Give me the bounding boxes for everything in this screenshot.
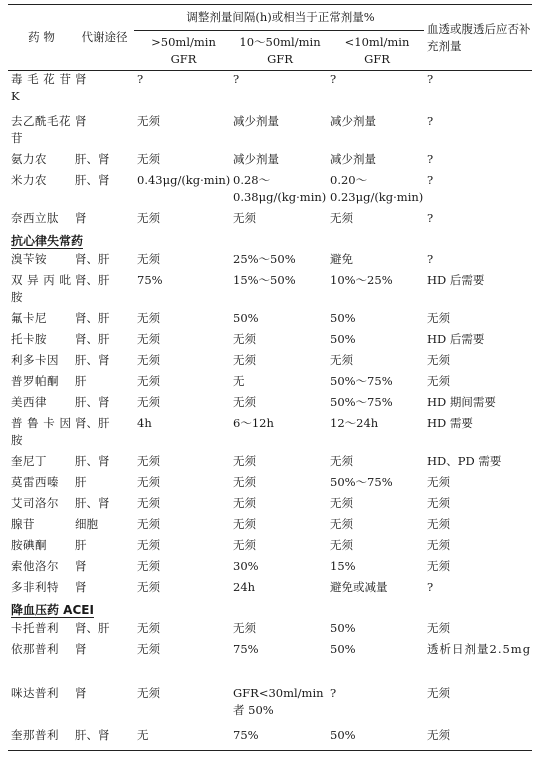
gfr-high-cell: 无须 [137,113,160,128]
route-cell: 肝、肾 [72,727,134,751]
dialysis-cell: ? [427,172,434,187]
table-row [8,310,532,331]
dialysis-cell: ? [427,579,434,594]
dialysis-cell: 无须 [427,310,451,325]
dialysis-cell: 无须 [427,373,451,388]
table-row [8,537,532,558]
header-adjust: 调整剂量间隔(h)或相当于正常剂量% [134,5,424,31]
route-cell: 肾、肝 [75,620,110,635]
gfr-mid-cell: 0.28～0.38μg/(kg·min) [233,172,327,204]
route-cell: 细胞 [75,516,98,531]
renal-dosing-table [8,4,532,751]
table-row [8,495,532,516]
gfr-high-cell: 无须 [137,331,160,346]
gfr-high-cell: 无须 [137,352,160,367]
dialysis-cell: ? [427,251,434,266]
gfr-high-cell: 无须 [137,251,160,266]
gfr-mid-cell: 30% [233,558,259,573]
gfr-mid-cell: 减少剂量 [233,113,279,128]
gfr-low-cell: 50% [330,331,356,346]
table-row [8,151,532,172]
table-row [8,373,532,394]
dialysis-cell: 无须 [427,495,451,510]
header-drug: 药 物 [8,5,72,71]
gfr-high-cell: 75% [137,272,163,287]
route-cell: 肝、肾 [75,453,110,468]
section-title-acei: 降血压药 ACEI [11,602,94,617]
drug-name: 去乙酰毛花苷 [11,113,71,145]
gfr-low-cell: 50% [327,727,424,751]
drug-name: 米力农 [11,172,47,187]
dialysis-cell: HD、PD 需要 [427,453,502,468]
dialysis-cell: 透析日剂量2.5mg [427,641,532,656]
gfr-high-cell: 无须 [137,495,160,510]
dialysis-cell: 无须 [427,474,451,489]
table-row [8,558,532,579]
gfr-low-cell: 10%～25% [330,272,393,287]
route-cell: 肝、肾 [75,495,110,510]
drug-name: 咪达普利 [11,685,59,700]
drug-name: 多非利特 [11,579,59,594]
section-row [8,231,532,251]
table-row [8,272,532,310]
route-cell: 肾、肝 [75,310,110,325]
header-gfr-high: >50ml/min GFR [134,31,230,71]
route-cell: 肝、肾 [75,352,110,367]
dialysis-cell: ? [427,151,434,166]
gfr-low-cell: 12～24h [330,415,379,430]
drug-name: 卡托普利 [11,620,59,635]
gfr-high-cell: 无须 [137,151,160,166]
header-route: 代谢途径 [72,5,134,71]
gfr-low-cell: 50% [330,641,356,656]
route-cell: 肝 [75,537,87,552]
gfr-low-cell: 50%～75% [330,373,393,388]
route-cell: 肾 [75,210,87,225]
gfr-low-cell: 50%～75% [330,394,393,409]
gfr-high-cell: 无须 [137,685,160,700]
gfr-low-cell: 无须 [330,210,353,225]
drug-name: 托卡胺 [11,331,47,346]
gfr-mid-cell: 无须 [233,352,256,367]
gfr-low-cell: ? [330,685,337,700]
drug-name: 奎那普利 [8,727,72,751]
gfr-low-cell: 减少剂量 [330,151,376,166]
drug-name: 氟卡尼 [11,310,47,325]
table-row [8,579,532,600]
dialysis-cell: HD 需要 [427,415,473,430]
gfr-high-cell: 4h [137,415,152,430]
gfr-mid-cell: 无须 [233,394,256,409]
gfr-mid-cell: 无须 [233,537,256,552]
table-row [8,113,532,151]
gfr-high-cell: 无 [134,727,230,751]
route-cell: 肾 [75,113,87,128]
header-dialysis: 血透或腹透后应否补充剂量 [424,5,532,71]
dialysis-cell: ? [427,210,434,225]
gfr-low-cell: 无须 [330,352,353,367]
gfr-high-cell: 无须 [137,558,160,573]
gfr-high-cell: ? [137,72,144,86]
gfr-high-cell: 无须 [137,537,160,552]
drug-name: 氨力农 [11,151,47,166]
gfr-mid-cell: 无须 [233,210,256,225]
drug-name: 美西律 [11,394,47,409]
table-row [8,331,532,352]
route-cell: 肝 [75,474,87,489]
gfr-high-cell: 无须 [137,310,160,325]
drug-name: 胺碘酮 [11,537,47,552]
gfr-high-cell: 无须 [137,210,160,225]
drug-name: 溴苄铵 [11,251,47,266]
dialysis-cell: HD 后需要 [427,272,485,287]
table-row [8,453,532,474]
gfr-low-cell: 无须 [330,537,353,552]
dialysis-cell: ? [427,113,434,128]
gfr-mid-cell: GFR<30ml/min 者 50% [233,685,324,717]
gfr-low-cell: 无须 [330,453,353,468]
gfr-low-cell: 无须 [330,516,353,531]
drug-name: 莫雷西嗪 [11,474,59,489]
gfr-low-cell: 0.20～0.23μg/(kg·min) [330,172,424,204]
table-row [8,474,532,495]
gfr-mid-cell: 50% [233,310,259,325]
gfr-high-cell: 无须 [137,620,160,635]
drug-name: 奈西立肽 [11,210,59,225]
gfr-low-cell: 50% [330,620,356,635]
header-gfr-mid: 10～50ml/min GFR [230,31,327,71]
gfr-mid-cell: 24h [233,579,256,594]
route-cell: 肝、肾 [75,394,110,409]
section-title-antiarrhythmic: 抗心律失常药 [11,233,84,248]
gfr-mid-cell: 无须 [233,516,256,531]
gfr-low-cell: 无须 [330,495,353,510]
gfr-high-cell: 无须 [137,641,160,656]
route-cell: 肾、肝 [75,272,110,287]
dialysis-cell: 无须 [427,620,451,635]
gfr-mid-cell: 75% [230,727,327,751]
route-cell: 肾、肝 [75,415,110,430]
drug-name: 索他洛尔 [11,558,59,573]
gfr-mid-cell: 无须 [233,331,256,346]
route-cell: 肝、肾 [75,172,110,187]
dialysis-cell: 无须 [427,537,451,552]
gfr-low-cell: 减少剂量 [330,113,376,128]
gfr-low-cell: 15% [330,558,356,573]
dialysis-cell: ? [427,72,434,86]
gfr-mid-cell: ? [233,72,240,86]
dialysis-cell: 无须 [427,516,451,531]
table-row [8,394,532,415]
route-cell: 肾 [75,685,87,700]
gfr-high-cell: 0.43μg/(kg·min) [137,172,231,187]
dialysis-cell: HD 期间需要 [427,394,496,409]
drug-name: 利多卡因 [11,352,59,367]
route-cell: 肾、肝 [75,331,110,346]
table-row [8,352,532,373]
gfr-mid-cell: 无须 [233,453,256,468]
gfr-low-cell: 避免 [330,251,353,266]
table-row [8,71,532,113]
route-cell: 肾 [75,579,87,594]
section-row [8,600,532,620]
route-cell: 肾 [75,558,87,573]
drug-name: 双 异 丙 吡胺 [11,272,72,304]
drug-name: 依那普利 [11,641,59,656]
gfr-mid-cell: 25%～50% [233,251,296,266]
gfr-mid-cell: 无 [233,373,245,388]
table-row [8,727,532,751]
table-row [8,251,532,272]
dialysis-cell: HD 后需要 [427,331,485,346]
table-row [8,685,532,727]
gfr-high-cell: 无须 [137,453,160,468]
route-cell: 肾 [75,72,87,86]
route-cell: 肝 [75,373,87,388]
route-cell: 肝、肾 [75,151,110,166]
table-row [8,415,532,453]
gfr-high-cell: 无须 [137,579,160,594]
gfr-high-cell: 无须 [137,474,160,489]
drug-name: 普罗帕酮 [11,373,59,388]
gfr-high-cell: 无须 [137,516,160,531]
table-row [8,172,532,210]
table-body [8,71,532,751]
drug-name: 艾司洛尔 [11,495,59,510]
drug-name: 奎尼丁 [11,453,47,468]
table-row [8,641,532,685]
gfr-low-cell: 50%～75% [330,474,393,489]
drug-name: 腺苷 [11,516,35,531]
gfr-mid-cell: 6～12h [233,415,274,430]
dialysis-cell: 无须 [427,685,451,700]
dialysis-cell: 无须 [424,727,532,751]
dialysis-cell: 无须 [427,352,451,367]
gfr-low-cell: ? [330,72,337,86]
gfr-low-cell: 避免或减量 [330,579,388,594]
gfr-mid-cell: 75% [233,641,259,656]
gfr-mid-cell: 无须 [233,495,256,510]
gfr-high-cell: 无须 [137,394,160,409]
gfr-high-cell: 无须 [137,373,160,388]
table-row [8,516,532,537]
table-row [8,620,532,641]
route-cell: 肾 [75,641,87,656]
gfr-mid-cell: 无须 [233,620,256,635]
gfr-mid-cell: 15%～50% [233,272,296,287]
header-gfr-low: <10ml/min GFR [327,31,424,71]
drug-name: 普 鲁 卡 因胺 [11,415,72,447]
table-row [8,210,532,231]
gfr-mid-cell: 无须 [233,474,256,489]
route-cell: 肾、肝 [75,251,110,266]
gfr-mid-cell: 减少剂量 [233,151,279,166]
drug-name: 毒 毛 花 苷K [11,72,72,103]
dialysis-cell: 无须 [427,558,451,573]
gfr-low-cell: 50% [330,310,356,325]
